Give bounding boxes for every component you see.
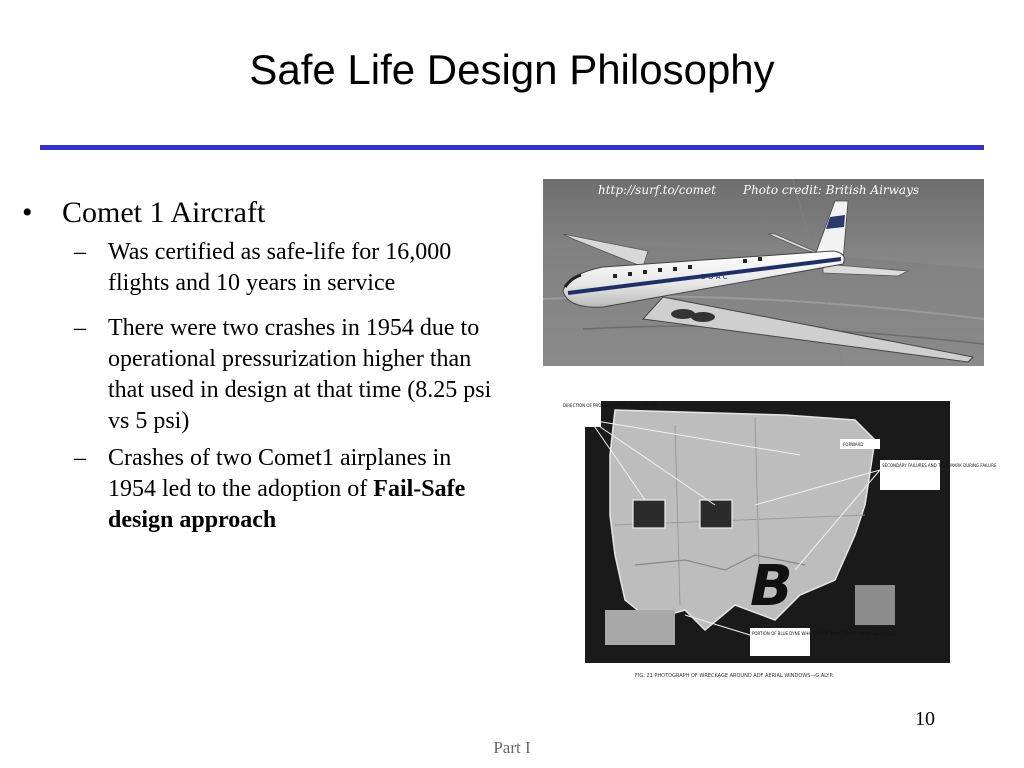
bullet-list (22, 195, 502, 536)
dash-icon: – (74, 315, 86, 341)
title-divider (40, 145, 984, 150)
sub-bullet-text: There were two crashes in 1954 due to operational pressurization higher than that used in design at that time (8.25 psi vs 5 psi) (108, 315, 492, 434)
livery-text: B O A C (701, 273, 728, 281)
photo-credit-caption: Photo credit: British Airways (743, 183, 920, 197)
bullet-dot-icon: • (22, 196, 33, 229)
sub-bullet-bold-text: Fail-Safe design approach (108, 476, 466, 533)
slide-title: Safe Life Design Philosophy (249, 46, 775, 93)
figure-caption: FIG. 21 PHOTOGRAPH OF WRECKAGE AROUND ADF AERIAL WINDOWS—G.ALYP. (635, 673, 834, 679)
label-secondary: SECONDARY FAILURES AND TOOL MARK DURING FAILURE (882, 463, 997, 468)
adf-window-left (633, 500, 665, 528)
livery-letter: B (750, 554, 793, 619)
dash-icon: – (74, 239, 86, 265)
page-number: 10 (915, 708, 935, 730)
bullet-item (22, 195, 502, 231)
sub-bullet-text (108, 443, 502, 536)
sub-bullet-item (74, 313, 502, 437)
bullet-label: Comet 1 Aircraft (62, 196, 266, 229)
label-direction: DIRECTION OF PROPAGATION OF MAIN FAILURE (563, 403, 658, 408)
label-portion: PORTION OF BLUE DYNE WHICH WERE IMPACT MARK ON INSIDE (FIG.36) (752, 631, 897, 636)
adf-window-right (700, 500, 732, 528)
label-forward: FORWARD (843, 442, 864, 447)
photo-url-caption: http://surf.to/comet (598, 183, 716, 197)
sub-bullet-text: Was certified as safe-life for 16,000 flights and 10 years in service (108, 239, 452, 296)
sub-bullet-item (74, 443, 502, 536)
airplane-photo (543, 179, 984, 366)
wreckage-photo (555, 395, 997, 685)
footer-text: Part I (493, 738, 531, 757)
dash-icon: – (74, 445, 86, 471)
sub-bullet-text-part: Crashes of two Comet1 airplanes in 1954 led to the adoption of (108, 445, 452, 502)
sub-bullet-item (74, 237, 502, 299)
